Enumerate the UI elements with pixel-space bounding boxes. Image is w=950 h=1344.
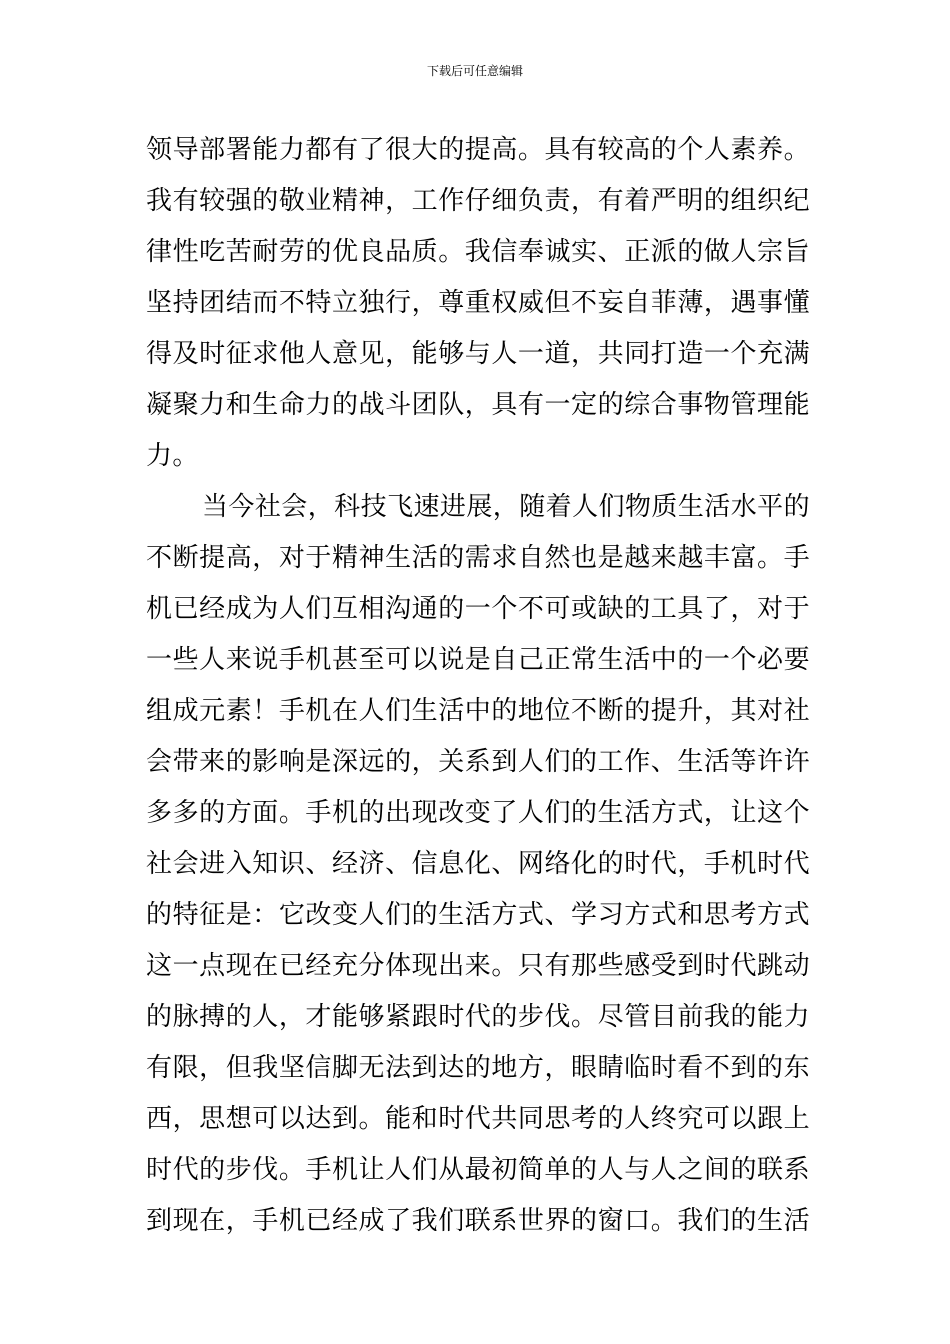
text-line: 得及时征求他人意见，能够与人一道，共同打造一个充满 bbox=[146, 339, 810, 369]
paragraph-2 bbox=[146, 482, 810, 1247]
document-body bbox=[146, 125, 810, 1247]
text-line: 力。 bbox=[146, 441, 199, 471]
text-line: 领导部署能力都有了很大的提高。具有较高的个人素养。 bbox=[146, 135, 810, 165]
text-line: 律性吃苦耐劳的优良品质。我信奉诚实、正派的做人宗旨 bbox=[146, 237, 810, 267]
text-line: 不断提高，对于精神生活的需求自然也是越来越丰富。手 bbox=[146, 543, 810, 573]
text-line: 社会进入知识、经济、信息化、网络化的时代，手机时代 bbox=[146, 849, 810, 879]
text-line: 西，思想可以达到。能和时代共同思考的人终究可以跟上 bbox=[146, 1104, 810, 1134]
text-line: 机已经成为人们互相沟通的一个不可或缺的工具了，对于 bbox=[146, 594, 810, 624]
text-line: 当今社会，科技飞速进展，随着人们物质生活水平的 bbox=[202, 492, 810, 522]
text-line: 的特征是：它改变人们的生活方式、学习方式和思考方式 bbox=[146, 900, 810, 930]
text-line: 有限，但我坚信脚无法到达的地方，眼睛临时看不到的东 bbox=[146, 1053, 810, 1083]
paragraph-1 bbox=[146, 125, 810, 482]
text-line: 凝聚力和生命力的战斗团队，具有一定的综合事物管理能 bbox=[146, 390, 810, 420]
text-line: 我有较强的敬业精神，工作仔细负责，有着严明的组织纪 bbox=[146, 186, 810, 216]
text-line: 组成元素！手机在人们生活中的地位不断的提升，其对社 bbox=[146, 696, 810, 726]
text-line: 的脉搏的人，才能够紧跟时代的步伐。尽管目前我的能力 bbox=[146, 1002, 810, 1032]
page-header: 下载后可任意编辑 bbox=[426, 64, 523, 78]
text-line: 多多的方面。手机的出现改变了人们的生活方式，让这个 bbox=[146, 798, 810, 828]
text-line: 时代的步伐。手机让人们从最初简单的人与人之间的联系 bbox=[146, 1155, 810, 1185]
text-line: 一些人来说手机甚至可以说是自己正常生活中的一个必要 bbox=[146, 645, 810, 675]
text-line: 会带来的影响是深远的，关系到人们的工作、生活等许许 bbox=[146, 747, 810, 777]
text-line: 坚持团结而不特立独行，尊重权威但不妄自菲薄，遇事懂 bbox=[146, 288, 810, 318]
text-line: 这一点现在已经充分体现出来。只有那些感受到时代跳动 bbox=[146, 951, 810, 981]
text-line: 到现在，手机已经成了我们联系世界的窗口。我们的生活 bbox=[146, 1206, 810, 1236]
